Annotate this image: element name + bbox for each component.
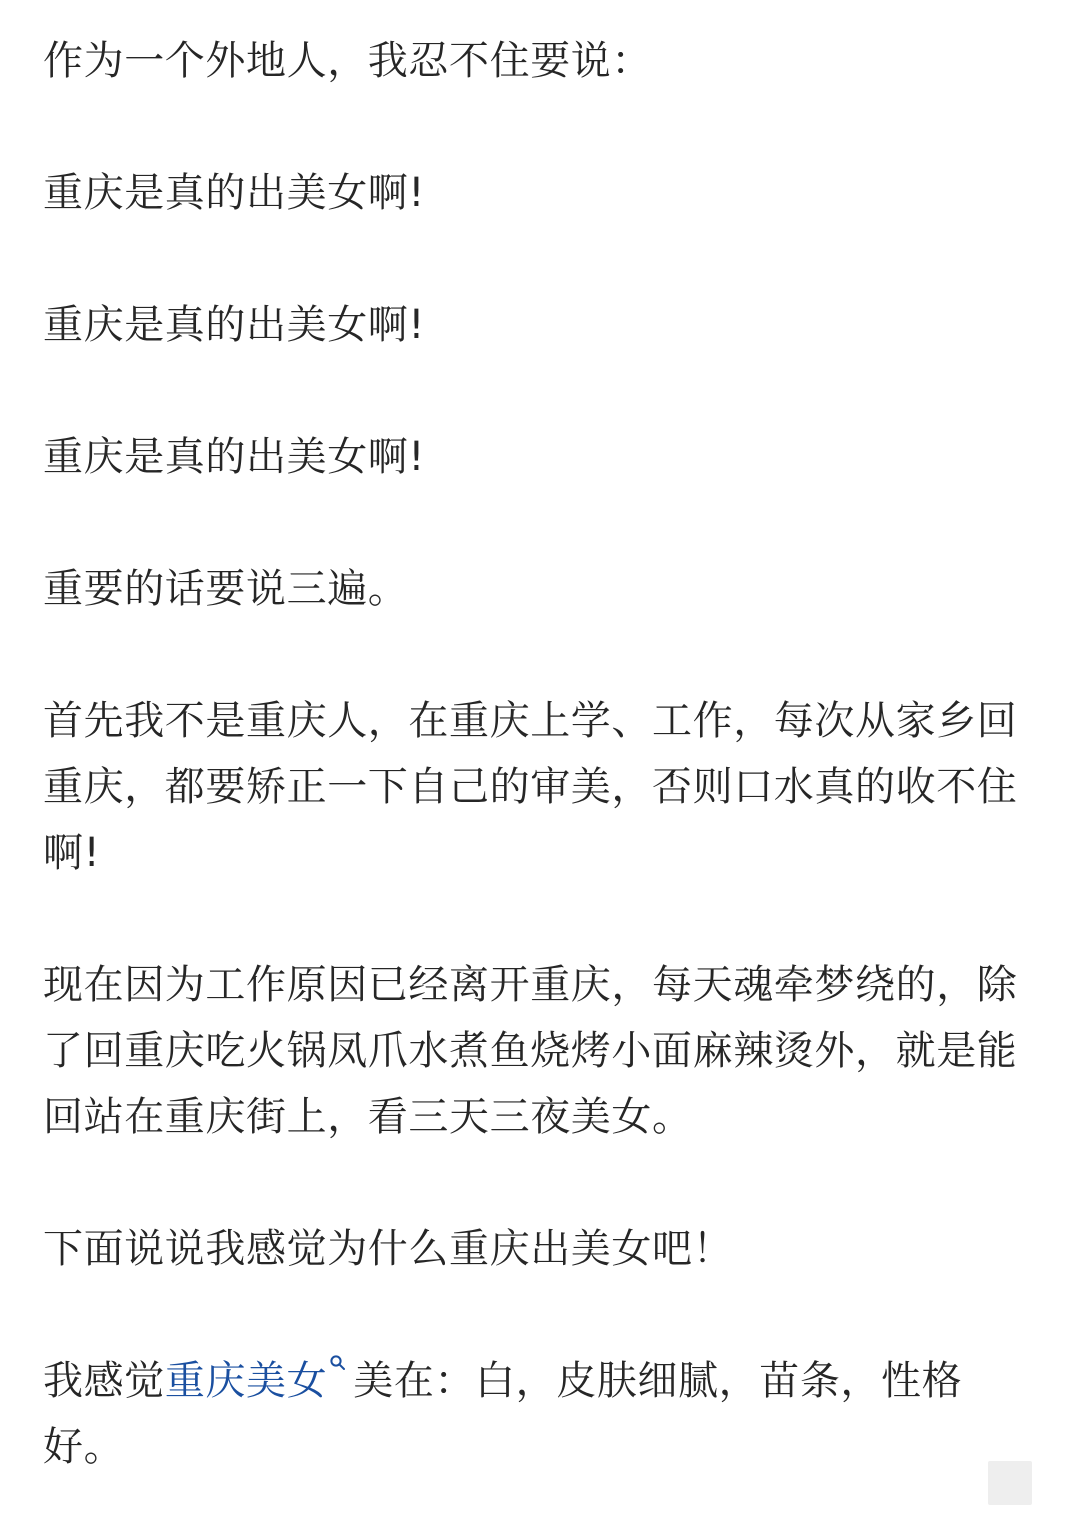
- background-paragraph: 首先我不是重庆人，在重庆上学、工作，每次从家乡回重庆，都要矫正一下自己的审美，否则口水真的收不住啊!: [43, 698, 1018, 876]
- intro-text: 作为一个外地人，我忍不住要说：: [43, 38, 652, 84]
- corner-thumbnail: [988, 1461, 1032, 1505]
- lead-paragraph: 下面说说我感觉为什么重庆出美女吧！: [43, 1226, 734, 1272]
- beauty-suffix: 美在：白，皮肤细腻，苗条，性格好。: [43, 1358, 963, 1470]
- beauty-paragraph: [43, 1348, 1043, 1480]
- exclaim-line-2: 重庆是真的出美女啊!: [43, 302, 426, 348]
- search-link-chongqing-beauty[interactable]: 重庆美女: [164, 1358, 328, 1404]
- article-body: [43, 28, 1043, 1480]
- beauty-prefix: 我感觉: [43, 1358, 165, 1404]
- exclaim-line-1: 重庆是真的出美女啊!: [43, 170, 426, 216]
- exclaim-line-3: 重庆是真的出美女啊!: [43, 434, 426, 480]
- search-icon[interactable]: [329, 1354, 347, 1372]
- miss-paragraph: 现在因为工作原因已经离开重庆，每天魂牵梦绕的，除了回重庆吃火锅凤爪水煮鱼烧烤小面麻辣烫外，就是能回站在重庆街上，看三天三夜美女。: [43, 962, 1018, 1140]
- repeat-note: 重要的话要说三遍。: [43, 566, 409, 612]
